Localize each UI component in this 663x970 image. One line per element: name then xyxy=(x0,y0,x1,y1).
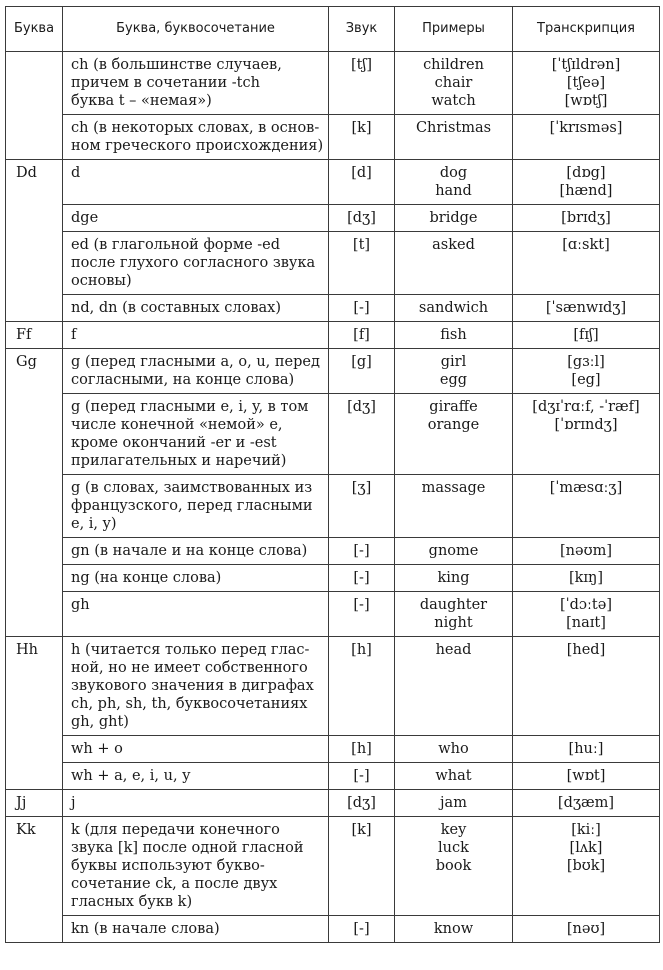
table-row xyxy=(6,115,660,160)
example-word: fish xyxy=(440,327,467,343)
transcription-text: [kiː] xyxy=(571,822,601,838)
table-row xyxy=(6,565,660,592)
letter-combination-cell xyxy=(63,394,329,475)
letter-combination-line: ch (в большинстве случаев, xyxy=(71,57,282,73)
transcription-text: [dʒɪˈrɑːf, -ˈræf] xyxy=(532,399,640,415)
letter-combination-line: ch (в некоторых словах, в основ- xyxy=(71,120,320,136)
letter-combination-line: числе конечной «немой» е, xyxy=(71,417,283,433)
example-word: girl xyxy=(440,354,467,370)
transcription-text: [huː] xyxy=(568,741,604,757)
letter-combination-line: гласных букв k) xyxy=(71,894,193,910)
table-row xyxy=(6,790,660,817)
transcription-text: [gɜːl] xyxy=(567,354,605,370)
example-word: Christmas xyxy=(415,120,492,136)
example-word: massage xyxy=(421,480,486,496)
transcription-cell xyxy=(513,916,660,943)
transcription-cell xyxy=(513,565,660,592)
examples-cell xyxy=(395,349,513,394)
transcription-text: [ˈɒrɪndʒ] xyxy=(554,417,618,433)
sound-cell: [f] xyxy=(329,322,395,349)
letter-combination-line: dge xyxy=(71,210,99,226)
transcription-cell xyxy=(513,322,660,349)
letter-combination-line: ed (в глагольной форме -ed xyxy=(71,237,281,253)
example-word: children xyxy=(423,57,484,73)
letter-combination-line: кроме окончаний -er и -est xyxy=(71,435,277,451)
letter-combination-cell xyxy=(63,52,329,115)
letter-combination-cell xyxy=(63,916,329,943)
letter-combination-line: звукового значения в диграфах xyxy=(71,678,314,694)
letter-combination-line: буква t – «немая») xyxy=(71,93,212,109)
sound-cell: [-] xyxy=(329,763,395,790)
transcription-text: [brɪdʒ] xyxy=(561,210,611,226)
table-row xyxy=(6,160,660,205)
examples-cell xyxy=(395,160,513,205)
table-row xyxy=(6,475,660,538)
table-row xyxy=(6,763,660,790)
examples-cell xyxy=(395,322,513,349)
letter-cell: Gg xyxy=(6,349,63,637)
sound-cell: [dʒ] xyxy=(329,205,395,232)
example-word: bridge xyxy=(429,210,478,226)
transcription-cell xyxy=(513,538,660,565)
transcription-text: [hænd] xyxy=(559,183,613,199)
transcription-cell xyxy=(513,115,660,160)
letter-combination-cell xyxy=(63,736,329,763)
letter-cell: Jj xyxy=(6,790,63,817)
table-row xyxy=(6,322,660,349)
transcription-cell xyxy=(513,232,660,295)
transcription-text: [ˈtʃɪldrən] xyxy=(551,57,621,73)
examples-cell xyxy=(395,538,513,565)
transcription-text: [hed] xyxy=(566,642,606,658)
example-word: orange xyxy=(427,417,480,433)
sound-cell: [g] xyxy=(329,349,395,394)
example-word: daughter xyxy=(419,597,488,613)
sound-cell: [h] xyxy=(329,736,395,763)
table-row xyxy=(6,232,660,295)
examples-cell xyxy=(395,637,513,736)
table-row xyxy=(6,394,660,475)
sound-cell: [tʃ] xyxy=(329,52,395,115)
letter-combination-line: после глухого согласного звука xyxy=(71,255,316,271)
example-word: head xyxy=(435,642,472,658)
letter-cell: Kk xyxy=(6,817,63,943)
example-word: jam xyxy=(440,795,467,811)
sound-cell: [d] xyxy=(329,160,395,205)
transcription-cell xyxy=(513,205,660,232)
transcription-text: [kɪŋ] xyxy=(568,570,604,586)
transcription-cell xyxy=(513,394,660,475)
transcription-cell xyxy=(513,295,660,322)
table-body xyxy=(6,52,660,943)
transcription-text: [ˈmæsɑːʒ] xyxy=(549,480,623,496)
letter-combination-line: gh xyxy=(71,597,90,613)
transcription-text: [dʒæm] xyxy=(557,795,615,811)
transcription-text: [ˈkrɪsməs] xyxy=(549,120,623,136)
letter-combination-line: gh, ght) xyxy=(71,714,129,730)
transcription-text: [wɒt] xyxy=(566,768,606,784)
examples-cell xyxy=(395,475,513,538)
letter-combination-line: g (в словах, заимствованных из xyxy=(71,480,313,496)
examples-cell xyxy=(395,916,513,943)
sound-cell: [k] xyxy=(329,115,395,160)
example-word: watch xyxy=(431,93,476,109)
phonetics-table xyxy=(5,6,660,943)
letter-combination-cell xyxy=(63,790,329,817)
transcription-text: [lʌk] xyxy=(569,840,603,856)
transcription-cell xyxy=(513,637,660,736)
table-row xyxy=(6,538,660,565)
transcription-text: [ˈdɔːtə] xyxy=(560,597,612,613)
header-sound: Звук xyxy=(329,7,395,52)
transcription-cell xyxy=(513,349,660,394)
sound-cell: [h] xyxy=(329,637,395,736)
example-word: know xyxy=(433,921,474,937)
example-word: gnome xyxy=(428,543,479,559)
example-word: night xyxy=(434,615,473,631)
transcription-cell xyxy=(513,763,660,790)
sound-cell: [ʒ] xyxy=(329,475,395,538)
letter-combination-cell xyxy=(63,592,329,637)
letter-combination-line: nd, dn (в составных словах) xyxy=(71,300,281,316)
sound-cell: [-] xyxy=(329,295,395,322)
letter-combination-line: ch, ph, sh, th, буквосочетаниях xyxy=(71,696,308,712)
sound-cell: [dʒ] xyxy=(329,790,395,817)
letter-combination-cell xyxy=(63,232,329,295)
letter-combination-cell xyxy=(63,205,329,232)
header-examples: Примеры xyxy=(395,7,513,52)
examples-cell xyxy=(395,763,513,790)
table-header-row xyxy=(6,7,660,52)
sound-cell: [-] xyxy=(329,538,395,565)
letter-combination-cell xyxy=(63,637,329,736)
table-row xyxy=(6,295,660,322)
letter-combination-cell xyxy=(63,475,329,538)
letter-combination-line: gn (в начале и на конце слова) xyxy=(71,543,308,559)
transcription-text: [dɒg] xyxy=(566,165,606,181)
examples-cell xyxy=(395,592,513,637)
transcription-text: [bʊk] xyxy=(566,858,606,874)
transcription-cell xyxy=(513,475,660,538)
letter-combination-line: kn (в начале слова) xyxy=(71,921,220,937)
letter-combination-line: сочетание ck, а после двух xyxy=(71,876,278,892)
letter-combination-cell xyxy=(63,763,329,790)
table-row xyxy=(6,817,660,916)
transcription-text: [nəʊ] xyxy=(566,921,606,937)
letter-combination-line: j xyxy=(71,795,76,811)
example-word: king xyxy=(437,570,470,586)
transcription-cell xyxy=(513,790,660,817)
example-word: asked xyxy=(432,237,475,253)
transcription-cell xyxy=(513,52,660,115)
examples-cell xyxy=(395,736,513,763)
header-letter-combination: Буква, буквосочетание xyxy=(63,7,329,52)
table-row xyxy=(6,592,660,637)
example-word: chair xyxy=(434,75,473,91)
letter-cell xyxy=(6,52,63,160)
example-word: sandwich xyxy=(418,300,489,316)
table-row xyxy=(6,205,660,232)
letter-combination-line: согласными, на конце слова) xyxy=(71,372,295,388)
table-row xyxy=(6,916,660,943)
example-word: what xyxy=(435,768,472,784)
letter-combination-line: k (для передачи конечного xyxy=(71,822,280,838)
examples-cell xyxy=(395,232,513,295)
example-word: hand xyxy=(435,183,472,199)
letter-combination-line: e, i, y) xyxy=(71,516,117,532)
example-word: egg xyxy=(439,372,468,388)
letter-combination-line: g (перед гласными e, i, y, в том xyxy=(71,399,309,415)
example-word: luck xyxy=(438,840,469,856)
letter-combination-line: g (перед гласными a, o, u, перед xyxy=(71,354,320,370)
table-row xyxy=(6,637,660,736)
transcription-text: [tʃeə] xyxy=(566,75,606,91)
examples-cell xyxy=(395,205,513,232)
table-row xyxy=(6,52,660,115)
letter-combination-line: буквы используют букво- xyxy=(71,858,265,874)
examples-cell xyxy=(395,394,513,475)
letter-cell: Dd xyxy=(6,160,63,322)
letter-combination-line: прилагательных и наречий) xyxy=(71,453,287,469)
letter-combination-line: wh + a, e, i, u, y xyxy=(71,768,191,784)
letter-combination-cell xyxy=(63,160,329,205)
letter-combination-line: французского, перед гласными xyxy=(71,498,313,514)
table-row xyxy=(6,736,660,763)
header-letter: Буква xyxy=(6,7,63,52)
letter-cell: Ff xyxy=(6,322,63,349)
example-word: giraffe xyxy=(429,399,478,415)
letter-combination-cell xyxy=(63,817,329,916)
example-word: dog xyxy=(439,165,468,181)
letter-combination-line: ng (на конце слова) xyxy=(71,570,222,586)
transcription-text: [fɪʃ] xyxy=(573,327,599,343)
example-word: key xyxy=(440,822,467,838)
sound-cell: [dʒ] xyxy=(329,394,395,475)
letter-combination-line: d xyxy=(71,165,81,181)
examples-cell xyxy=(395,565,513,592)
sound-cell: [t] xyxy=(329,232,395,295)
transcription-text: [naɪt] xyxy=(566,615,606,631)
example-word: book xyxy=(435,858,472,874)
sound-cell: [-] xyxy=(329,592,395,637)
letter-combination-cell xyxy=(63,115,329,160)
transcription-cell xyxy=(513,160,660,205)
letter-combination-cell xyxy=(63,349,329,394)
transcription-cell xyxy=(513,592,660,637)
examples-cell xyxy=(395,52,513,115)
example-word: who xyxy=(438,741,469,757)
letter-combination-line: h (читается только перед глас- xyxy=(71,642,310,658)
letter-cell: Hh xyxy=(6,637,63,790)
examples-cell xyxy=(395,115,513,160)
transcription-text: [wɒtʃ] xyxy=(564,93,608,109)
transcription-cell xyxy=(513,736,660,763)
letter-combination-line: f xyxy=(71,327,77,343)
letter-combination-line: ном греческого происхождения) xyxy=(71,138,324,154)
examples-cell xyxy=(395,295,513,322)
examples-cell xyxy=(395,790,513,817)
letter-combination-line: звука [k] после одной гласной xyxy=(71,840,304,856)
examples-cell xyxy=(395,817,513,916)
letter-combination-line: ной, но не имеет собственного xyxy=(71,660,308,676)
table-row xyxy=(6,349,660,394)
sound-cell: [-] xyxy=(329,916,395,943)
transcription-text: [ɑːskt] xyxy=(562,237,610,253)
letter-combination-cell xyxy=(63,322,329,349)
letter-combination-line: wh + o xyxy=(71,741,123,757)
letter-combination-cell xyxy=(63,565,329,592)
letter-combination-line: основы) xyxy=(71,273,132,289)
letter-combination-cell xyxy=(63,538,329,565)
letter-combination-cell xyxy=(63,295,329,322)
header-transcription: Транскрипция xyxy=(513,7,660,52)
transcription-text: [ˈsænwɪdʒ] xyxy=(545,300,627,316)
transcription-text: [nəʊm] xyxy=(560,543,612,559)
transcription-text: [eg] xyxy=(571,372,601,388)
sound-cell: [-] xyxy=(329,565,395,592)
sound-cell: [k] xyxy=(329,817,395,916)
letter-combination-line: причем в сочетании -tch xyxy=(71,75,260,91)
transcription-cell xyxy=(513,817,660,916)
